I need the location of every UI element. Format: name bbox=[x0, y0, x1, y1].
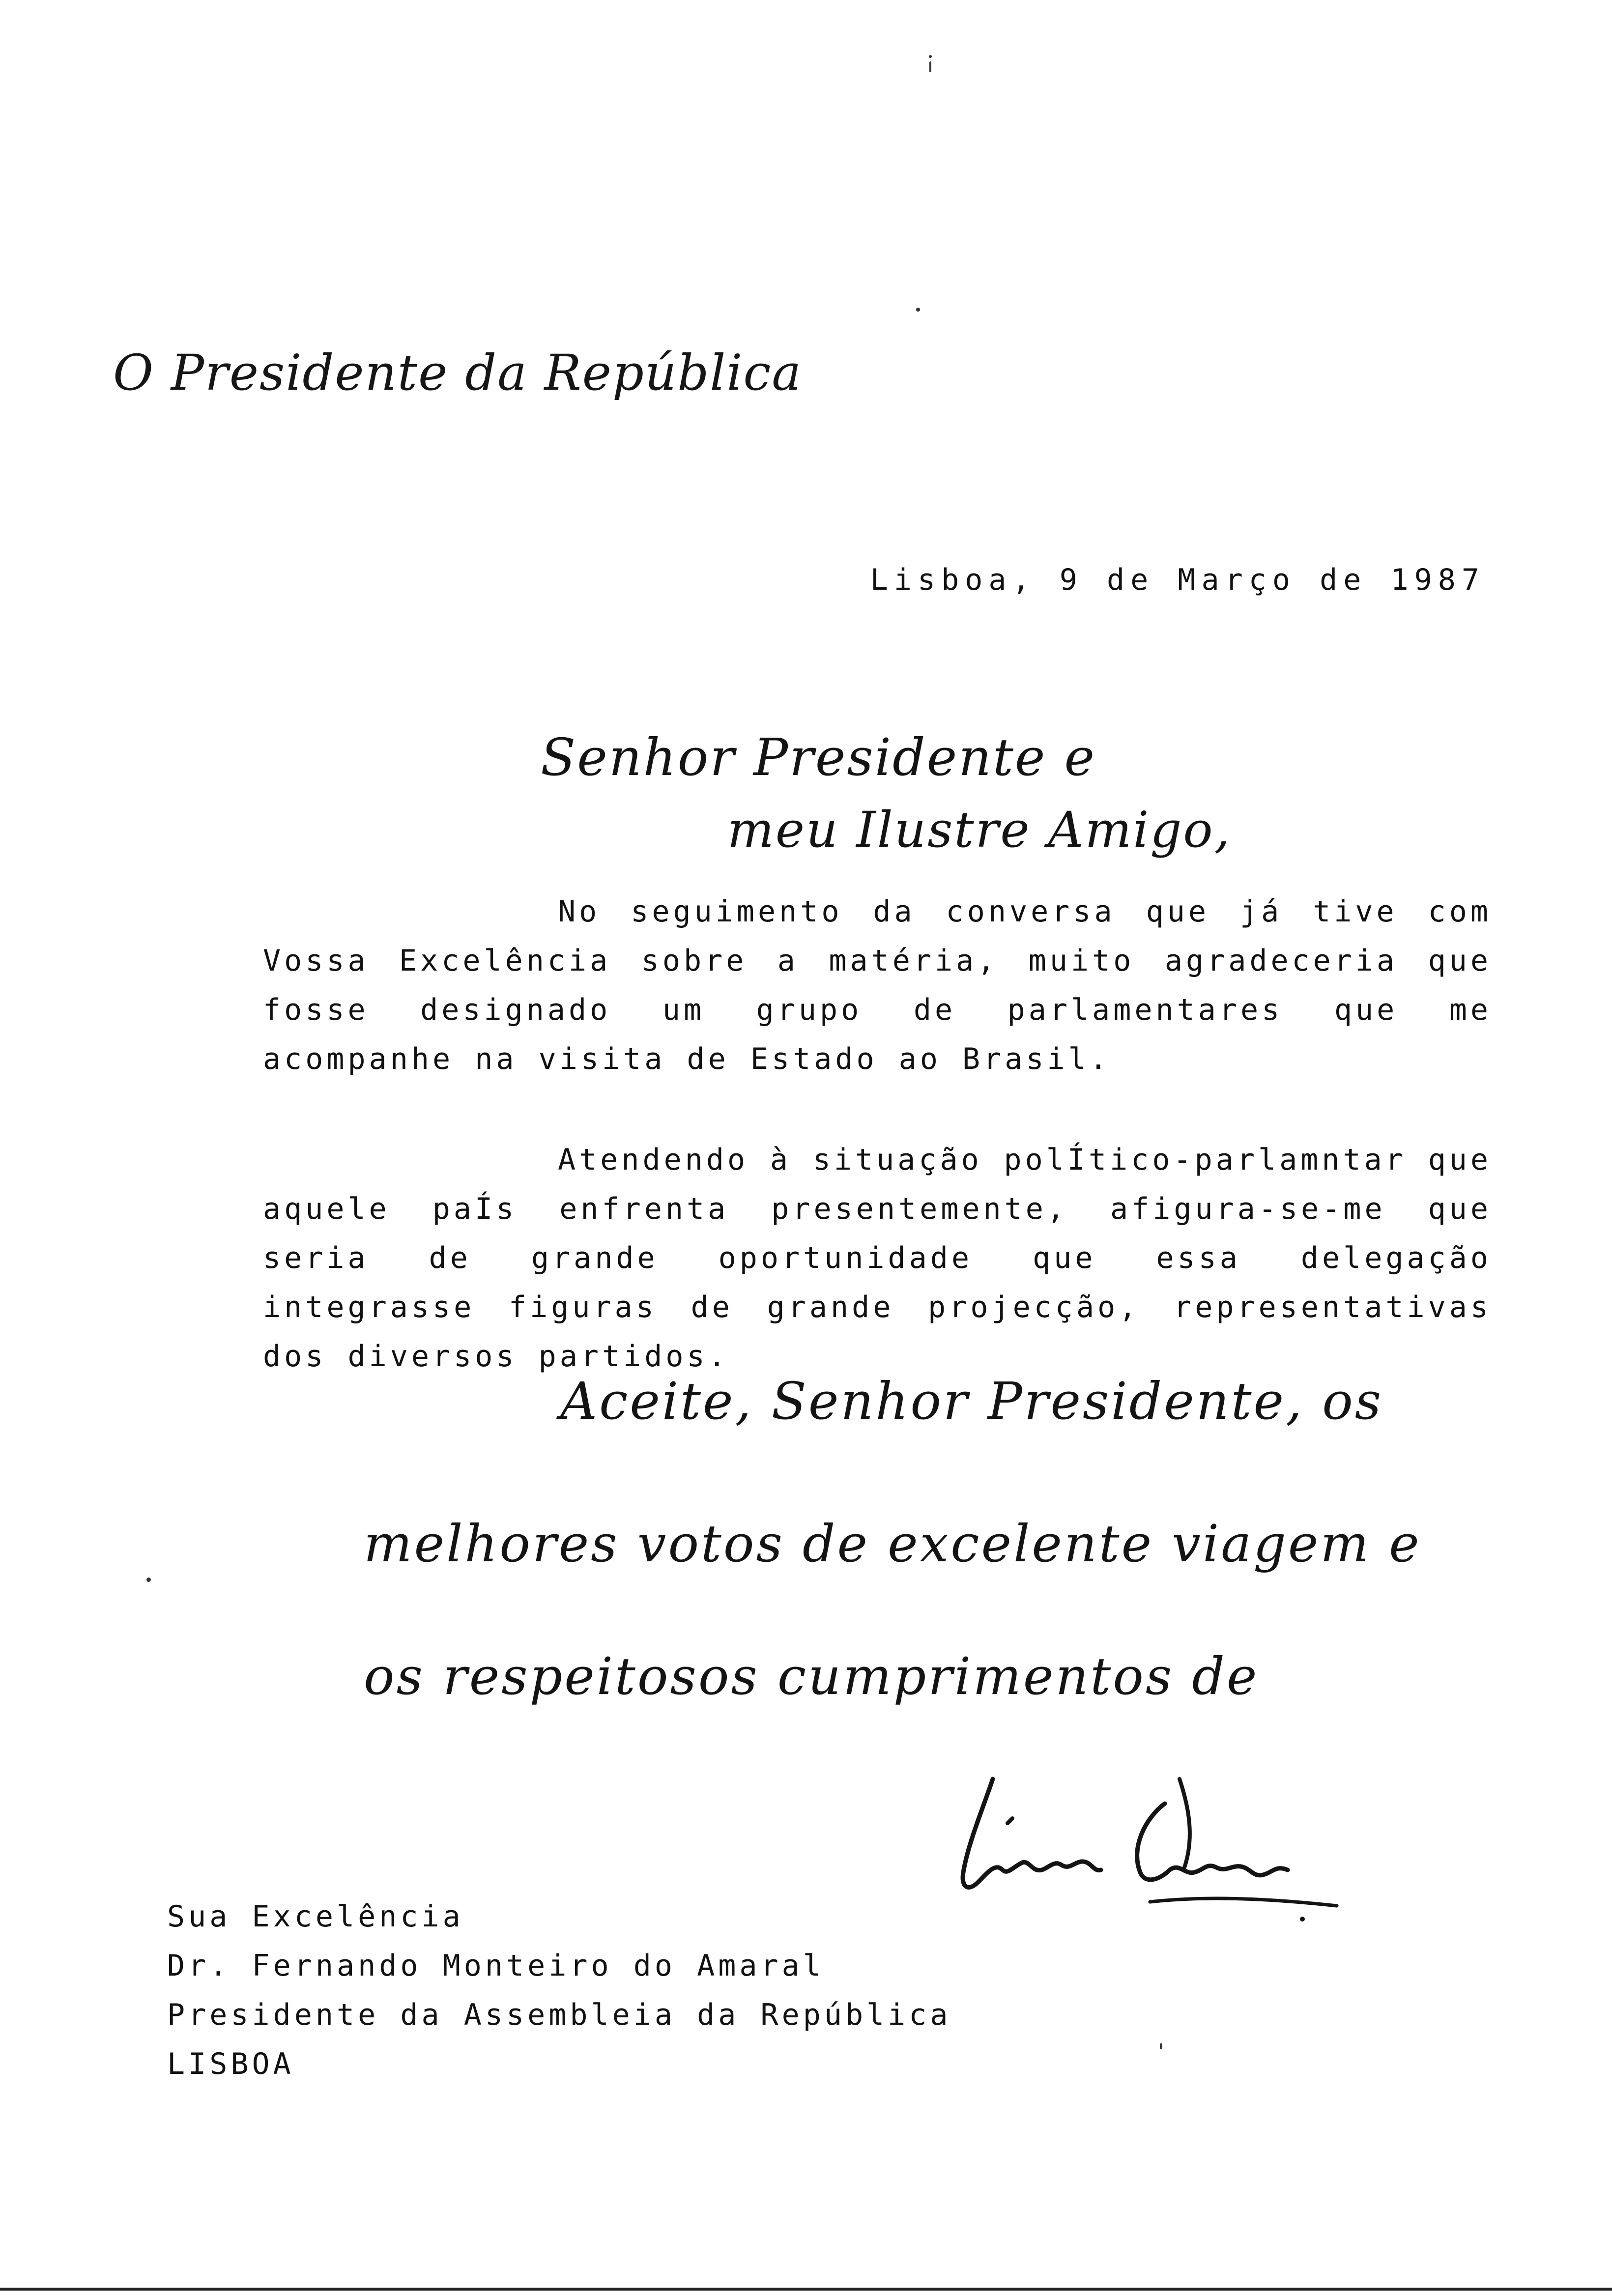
page-bottom-edge bbox=[0, 2288, 1612, 2291]
recipient-name: Dr. Fernando Monteiro do Amaral bbox=[167, 1949, 824, 1983]
letterhead-title: O Presidente da República bbox=[113, 344, 803, 402]
handwritten-closing-line-1: Aceite, Senhor Presidente, os bbox=[560, 1371, 1383, 1431]
body-paragraph-2-text: Atendendo à situação polÍtico-parlamntar que aquele paÍs enfrenta presentemente, afigura-se-me que seria de grande oportunidade que essa delegação integrasse figuras de grande projecção, representativas dos diversos partidos. bbox=[263, 1143, 1492, 1374]
recipient-block bbox=[167, 1892, 951, 2089]
recipient-salutation: Sua Excelência bbox=[167, 1899, 464, 1934]
body-paragraph-2 bbox=[263, 1135, 1492, 1381]
handwritten-salutation-line-2: meu Ilustre Amigo, bbox=[727, 801, 1232, 859]
recipient-title: Presidente da Assembleia da República bbox=[167, 1998, 951, 2032]
body-paragraph-1-text: No seguimento da conversa que já tive com Vossa Excelência sobre a matéria, muito agradeceria que fosse designado um grupo de parlamentares que me acompanhe na visita de Estado ao Brasil. bbox=[263, 894, 1492, 1076]
scan-speck bbox=[1160, 2043, 1162, 2049]
handwritten-signature bbox=[949, 1750, 1342, 1926]
scan-speck bbox=[146, 1578, 151, 1582]
body-paragraph-1 bbox=[263, 887, 1492, 1084]
scan-speck bbox=[929, 55, 932, 58]
scan-speck bbox=[916, 308, 920, 312]
handwritten-closing-line-3: os respeitosos cumprimentos de bbox=[364, 1646, 1259, 1706]
date-line: Lisboa, 9 de Março de 1987 bbox=[870, 563, 1485, 597]
scan-speck bbox=[929, 61, 931, 72]
handwritten-salutation-line-1: Senhor Presidente e bbox=[541, 727, 1096, 787]
recipient-city: LISBOA bbox=[167, 2047, 294, 2081]
handwritten-closing-line-2: melhores votos de excelente viagem e bbox=[364, 1514, 1421, 1574]
